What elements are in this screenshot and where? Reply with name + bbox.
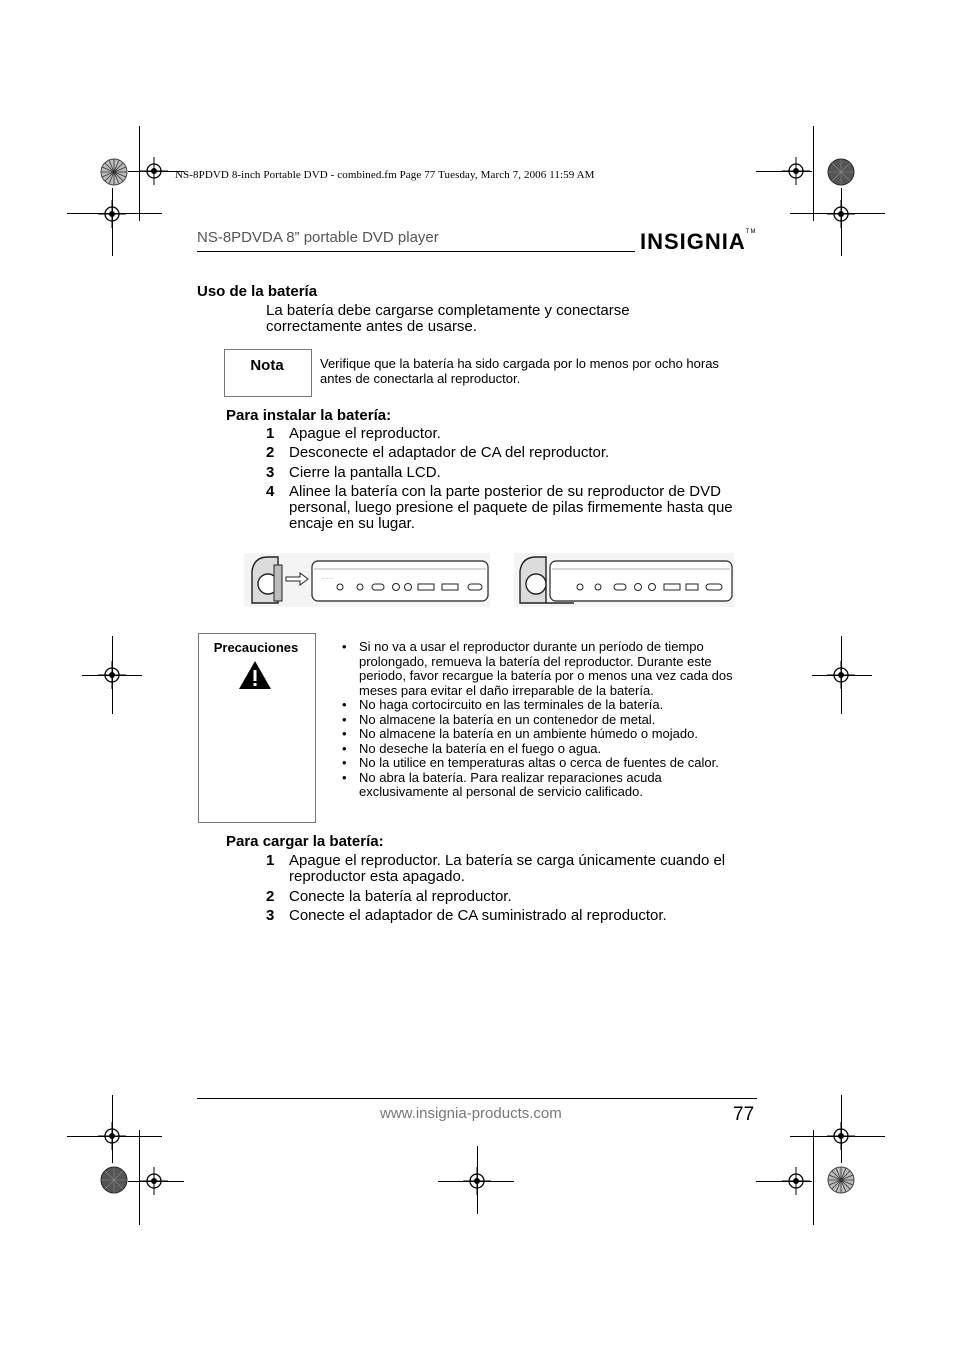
- step-text: Conecte la batería al reproductor.: [289, 888, 512, 905]
- battery-install-illustration-left: [244, 551, 490, 609]
- step-number: 1: [266, 425, 275, 442]
- page-number: 77: [733, 1104, 755, 1125]
- registration-mark-icon: [782, 1167, 810, 1195]
- list-item: • No almacene la batería en un ambiente húmedo o mojado.: [342, 727, 752, 742]
- warning-triangle-icon: [238, 660, 272, 690]
- precautions-label: Precauciones: [213, 640, 299, 655]
- print-slug: NS-8PDVD 8-inch Portable DVD - combined.fm Page 77 Tuesday, March 7, 2006 11:59 AM: [175, 169, 595, 181]
- registration-mark-icon: [827, 661, 855, 689]
- svg-text:— — —: — — —: [322, 576, 333, 580]
- registration-mark-icon: [98, 661, 126, 689]
- step-number: 3: [266, 907, 275, 924]
- step-text: Alinee la batería con la parte posterior de su reproductor de DVD personal, luego presione el paquete de pilas firmemente hasta que encaje en su lugar.: [289, 483, 733, 532]
- list-item: • No deseche la batería en el fuego o agua.: [342, 742, 752, 757]
- note-text: Verifique que la batería ha sido cargada por lo menos por ocho horas antes de conectarla al reproductor.: [320, 356, 719, 386]
- step-number: 2: [266, 888, 275, 905]
- footer-url: www.insignia-products.com: [380, 1105, 562, 1122]
- registration-mark-icon: [140, 1167, 168, 1195]
- logo-trademark: TM: [745, 229, 757, 235]
- list-item: • No almacene la batería en un contenedor de metal.: [342, 713, 752, 728]
- step-number: 3: [266, 464, 275, 481]
- list-item: • No la utilice en temperaturas altas o cerca de fuentes de calor.: [342, 756, 752, 771]
- header-rule: [197, 251, 635, 252]
- insignia-logo: [640, 229, 756, 255]
- battery-install-illustration-right: [514, 551, 734, 609]
- starburst-mark-icon: [100, 1166, 128, 1194]
- starburst-mark-icon: [827, 1166, 855, 1194]
- install-heading: Para instalar la batería:: [226, 407, 392, 424]
- starburst-mark-icon: [827, 158, 855, 186]
- registration-mark-icon: [782, 157, 810, 185]
- registration-mark-icon: [98, 1122, 126, 1150]
- step-number: 2: [266, 444, 275, 461]
- step-text: Desconecte el adaptador de CA del reproductor.: [289, 444, 610, 461]
- step-text: Apague el reproductor.: [289, 425, 441, 442]
- list-item: • Si no va a usar el reproductor durante un período de tiempo prolongado, remueva la batería del reproductor. Durante este periodo, favor recargue la batería por o menos una vez cada dos meses para evitar el daño irreparable de la batería.: [342, 640, 752, 698]
- registration-mark-icon: [827, 1122, 855, 1150]
- registration-mark-icon: [827, 200, 855, 228]
- registration-mark-icon: [140, 157, 168, 185]
- precautions-list: [342, 640, 752, 800]
- starburst-mark-icon: [100, 158, 128, 186]
- step-number: 1: [266, 852, 275, 869]
- section-intro: La batería debe cargarse completamente y conectarse correctamente antes de usarse.: [266, 302, 630, 335]
- list-item: • No abra la batería. Para realizar reparaciones acuda exclusivamente al personal de servicio calificado.: [342, 771, 752, 800]
- list-item: • No haga cortocircuito en las terminales de la batería.: [342, 698, 752, 713]
- section-heading: Uso de la batería: [197, 283, 318, 300]
- registration-mark-icon: [463, 1167, 491, 1195]
- document-title: NS-8PDVDA 8” portable DVD player: [197, 229, 439, 246]
- footer-rule: [197, 1098, 757, 1099]
- step-number: 4: [266, 483, 275, 500]
- step-text: Apague el reproductor. La batería se carga únicamente cuando el reproductor esta apagado.: [289, 852, 726, 885]
- step-text: Conecte el adaptador de CA suministrado al reproductor.: [289, 907, 667, 924]
- note-label: Nota: [250, 357, 284, 374]
- logo-text: INSIGNIA: [640, 229, 746, 254]
- registration-mark-icon: [98, 200, 126, 228]
- step-text: Cierre la pantalla LCD.: [289, 464, 441, 481]
- charge-heading: Para cargar la batería:: [226, 833, 384, 850]
